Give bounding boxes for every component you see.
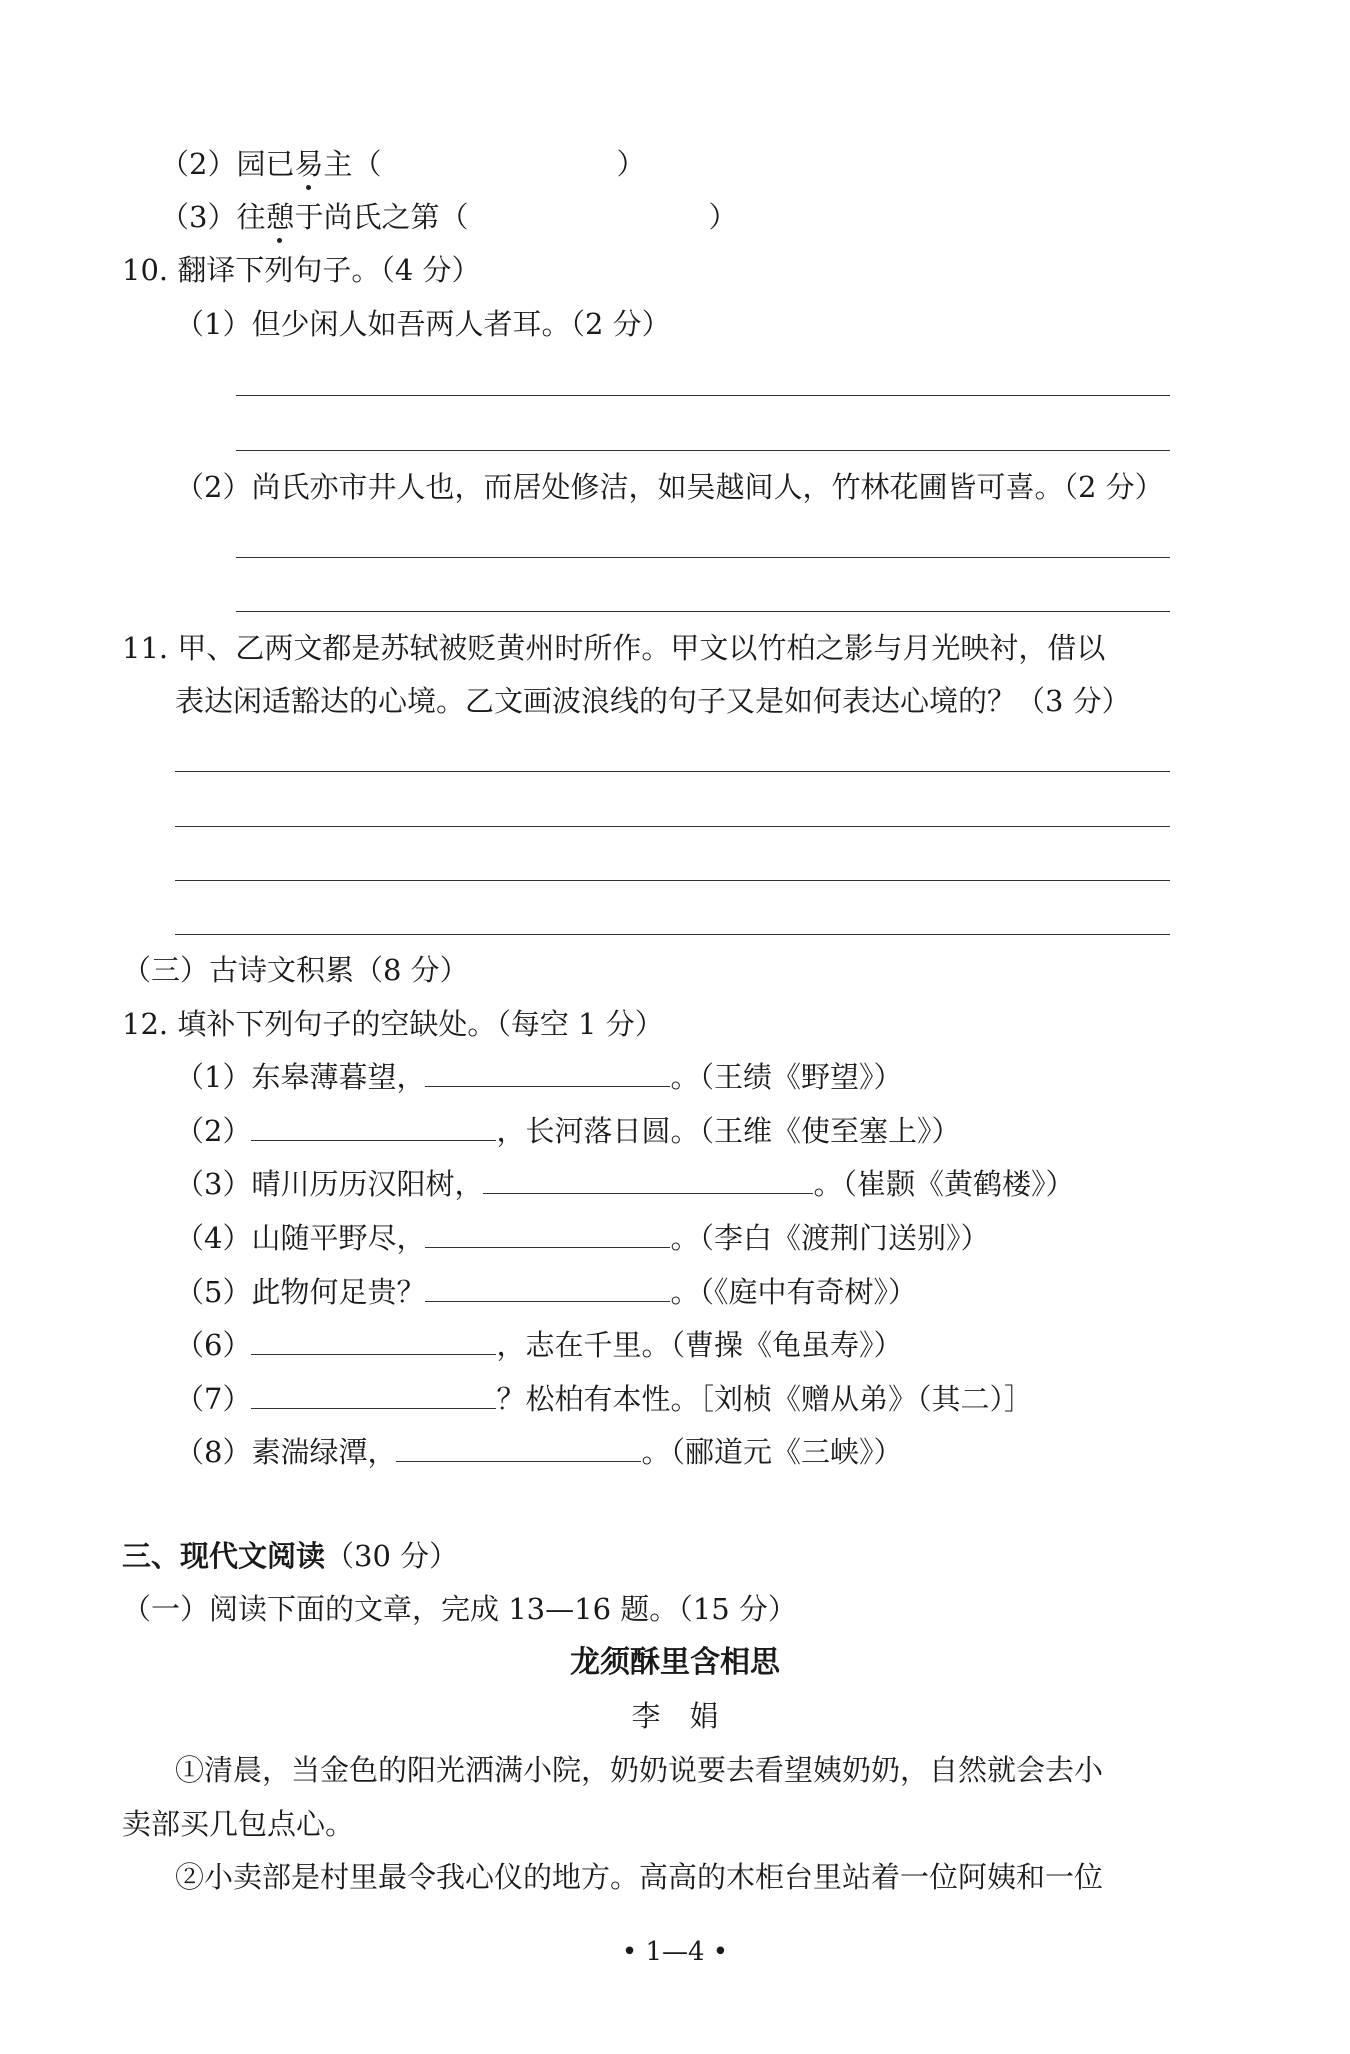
q12-item-post: ？松柏有本性。［刘桢《赠从弟》（其二）］ [496,1382,1033,1416]
q12-item-num: （7） [175,1382,252,1416]
q12-item-post: 。（崔颢《黄鹤楼》） [813,1167,1075,1201]
q12-item-pre: 东皋薄暮望， [251,1060,426,1094]
q12-item-post: 。（李白《渡荆门送别》） [670,1221,990,1255]
q12-item-post: 。（《庭中有奇树》） [670,1275,917,1309]
fill-blank[interactable] [425,1221,670,1248]
article-paragraph-1-line-1: ①清晨，当金色的阳光洒满小院，奶奶说要去看望姨奶奶，自然就会去小 [175,1753,1104,1787]
q12-item-post: 。（郦道元《三峡》） [641,1435,903,1469]
q11-answer-line-2[interactable] [175,826,1170,827]
q12-item-num: （2） [175,1114,252,1148]
page-number: • 1—4 • [621,1937,729,1967]
q9-item-2-before: 园已 [236,147,295,181]
q9-item-3-dotted-char: 憩 [265,197,294,237]
section-poetry-heading: （三）古诗文积累（8 分） [122,953,469,987]
q9-item-3 [160,197,738,237]
q12-item-pre: 山随平野尽， [251,1221,426,1255]
q12-item-pre: 素湍绿潭， [251,1435,397,1469]
q12-item-2 [175,1111,960,1151]
q12-title: 12. 填补下列句子的空缺处。（每空 1 分） [122,1007,664,1041]
q12-item-num: （6） [175,1328,252,1362]
q12-item-num: （1） [175,1060,252,1094]
q10-title: 10. 翻译下列句子。（4 分） [122,253,481,287]
article-paragraph-2-line-1: ②小卖部是村里最令我心仪的地方。高高的木柜台里站着一位阿姨和一位 [175,1860,1104,1894]
section-3-heading [122,1536,458,1576]
q12-item-post: ，志在千里。（曹操《龟虽寿》） [496,1328,903,1362]
subsection-1-instruction: （一）阅读下面的文章，完成 13—16 题。（15 分） [122,1592,797,1626]
fill-blank[interactable] [396,1435,641,1462]
q10-sentence-1: （1）但少闲人如吾两人者耳。（2 分） [175,307,671,341]
q9-item-3-before: 往 [236,200,266,234]
fill-blank[interactable] [425,1060,670,1087]
q12-item-post: 。（王绩《野望》） [670,1060,903,1094]
q12-item-7 [175,1379,1033,1419]
fill-blank[interactable] [251,1114,496,1141]
q11-line-2: 表达闲适豁达的心境。乙文画波浪线的句子又是如何表达心境的？（3 分） [175,684,1131,718]
q9-item-2-dotted-char: 易 [294,144,323,184]
q9-item-2 [160,144,646,184]
q11-line-1: 11. 甲、乙两文都是苏轼被贬黄州时所作。甲文以竹柏之影与月光映衬，借以 [122,631,1106,665]
q12-item-5 [175,1272,917,1312]
q9-item-2-close: ） [616,147,646,181]
q9-item-3-num: （3） [160,200,237,234]
article-author: 李 娟 [631,1699,719,1733]
q12-item-num: （3） [175,1167,252,1201]
q12-item-pre: 此物何足贵？ [251,1275,426,1309]
q12-item-num: （4） [175,1221,252,1255]
fill-blank[interactable] [251,1382,496,1409]
q12-item-8 [175,1432,902,1472]
q10-answer-line-3[interactable] [236,557,1170,558]
q10-answer-line-4[interactable] [236,611,1170,612]
q9-item-2-num: （2） [160,147,237,181]
q10-sentence-2: （2）尚氏亦市井人也，而居处修洁，如吴越间人，竹林花圃皆可喜。（2 分） [175,470,1164,504]
q10-answer-line-2[interactable] [236,450,1170,451]
fill-blank[interactable] [483,1167,813,1194]
q12-item-num: （8） [175,1435,252,1469]
q11-answer-line-4[interactable] [175,934,1170,935]
q12-item-post: ，长河落日圆。（王维《使至塞上》） [496,1114,961,1148]
fill-blank[interactable] [425,1275,670,1302]
fill-blank[interactable] [251,1328,496,1355]
section-3-title: 三、现代文阅读 [122,1539,326,1573]
q9-item-3-close: ） [708,200,738,234]
q12-item-6 [175,1325,902,1365]
q9-item-2-after: 主（ [323,147,382,181]
q12-item-3 [175,1164,1074,1204]
q12-item-num: （5） [175,1275,252,1309]
q9-item-3-after: 于尚氏之第（ [294,200,469,234]
article-paragraph-1-line-2: 卖部买几包点心。 [122,1807,355,1841]
section-3-score: （30 分） [325,1539,459,1573]
q10-answer-line-1[interactable] [236,395,1170,396]
q11-answer-line-1[interactable] [175,771,1170,772]
q12-item-pre: 晴川历历汉阳树， [251,1167,484,1201]
article-title: 龙须酥里含相思 [570,1645,780,1680]
q12-item-4 [175,1218,989,1258]
q12-item-1 [175,1057,902,1097]
q11-answer-line-3[interactable] [175,880,1170,881]
